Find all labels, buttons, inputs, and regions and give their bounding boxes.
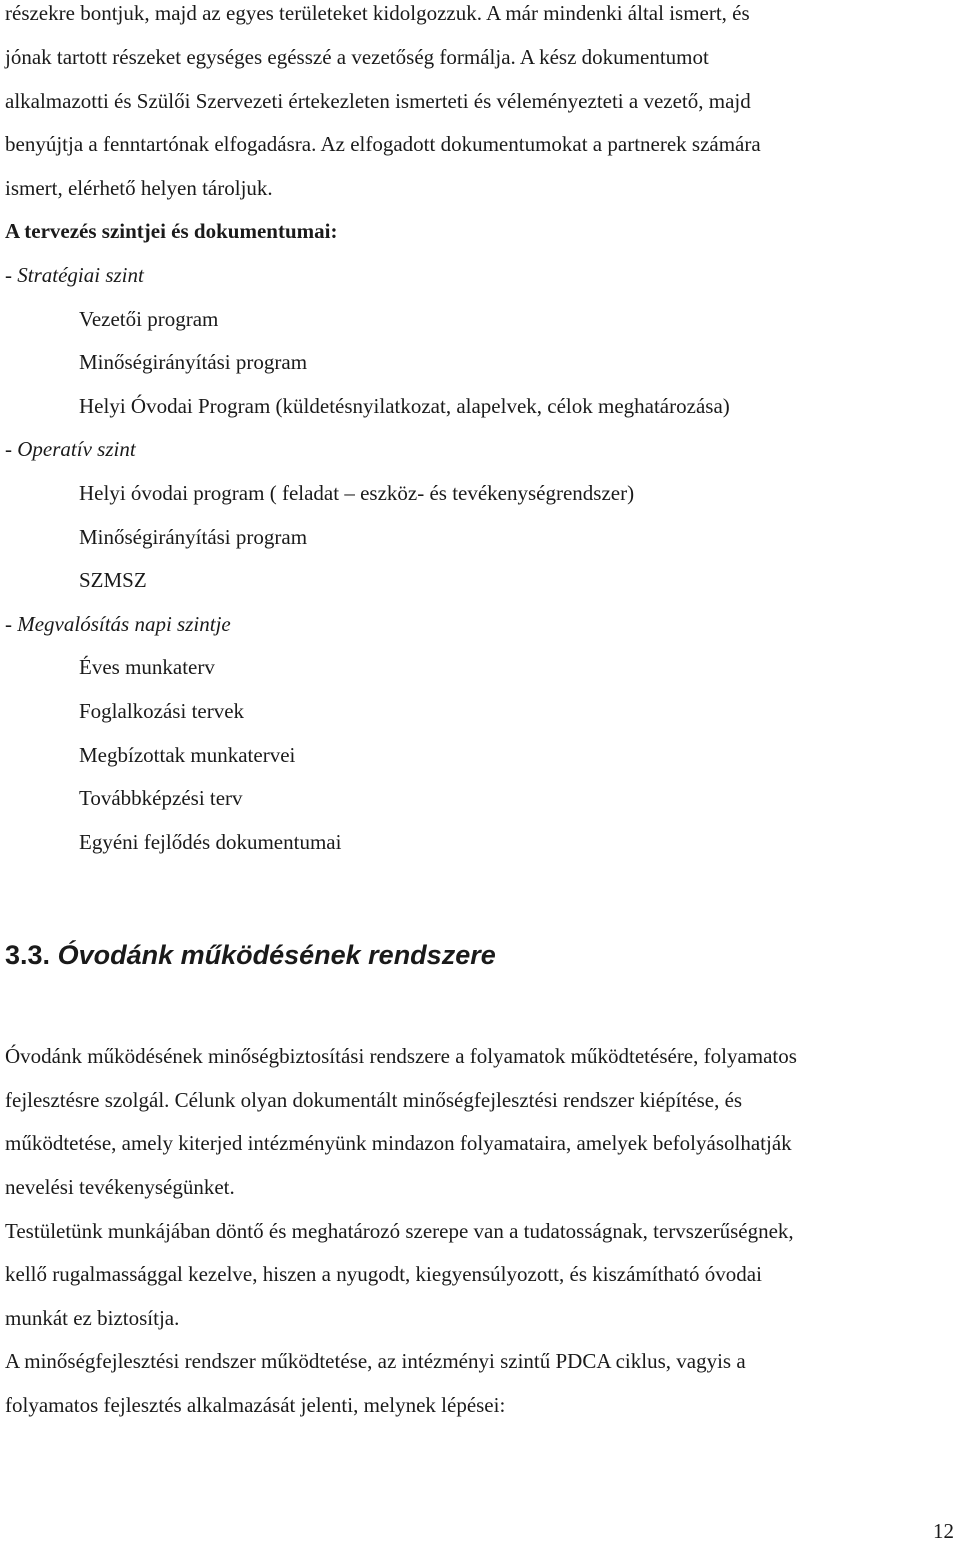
level-item: Egyéni fejlődés dokumentumai: [79, 830, 342, 854]
intro-line: benyújtja a fenntartónak elfogadásra. Az elfogadott dokumentumokat a partnerek számára: [5, 132, 761, 156]
section-heading: [5, 939, 496, 971]
paragraph-line: folyamatos fejlesztés alkalmazását jelenti, melynek lépései:: [5, 1393, 506, 1417]
level-label-operative: - Operatív szint: [5, 437, 136, 461]
level-item: Helyi Óvodai Program (küldetésnyilatkozat, alapelvek, célok meghatározása): [79, 394, 730, 418]
paragraph-line: munkát ez biztosítja.: [5, 1306, 180, 1330]
level-item: Vezetői program: [79, 307, 219, 331]
level-item: Megbízottak munkatervei: [79, 743, 296, 767]
section-number: 3.3.: [5, 940, 51, 970]
level-label-daily: - Megvalósítás napi szintje: [5, 612, 231, 636]
paragraph-line: fejlesztésre szolgál. Célunk olyan dokumentált minőségfejlesztési rendszer kiépítése, és: [5, 1088, 743, 1112]
intro-line: jónak tartott részeket egységes egésszé a vezetőség formálja. A kész dokumentumot: [5, 45, 709, 69]
level-item: Helyi óvodai program ( feladat – eszköz- és tevékenységrendszer): [79, 481, 635, 505]
paragraph-line: kellő rugalmassággal kezelve, hiszen a nyugodt, kiegyensúlyozott, és kiszámítható óvodai: [5, 1262, 762, 1286]
section-title: Óvodánk működésének rendszere: [57, 940, 496, 970]
paragraph-line: nevelési tevékenységünket.: [5, 1175, 235, 1199]
level-item: Éves munkaterv: [79, 655, 215, 679]
paragraph-line: Testületünk munkájában döntő és meghatározó szerepe van a tudatosságnak, tervszerűségnek,: [5, 1219, 794, 1243]
intro-line: részekre bontjuk, majd az egyes területeket kidolgozzuk. A már mindenki által ismert, és: [5, 1, 750, 25]
level-item: Továbbképzési terv: [79, 786, 243, 810]
intro-line: ismert, elérhető helyen tároljuk.: [5, 176, 273, 200]
level-item: Foglalkozási tervek: [79, 699, 245, 723]
level-item: Minőségirányítási program: [79, 350, 308, 374]
paragraph-line: A minőségfejlesztési rendszer működtetése, az intézményi szintű PDCA ciklus, vagyis a: [5, 1349, 746, 1373]
intro-line: alkalmazotti és Szülői Szervezeti értekezleten ismerteti és véleményezteti a vezető, majd: [5, 89, 751, 113]
level-item: Minőségirányítási program: [79, 525, 308, 549]
paragraph-line: Óvodánk működésének minőségbiztosítási rendszere a folyamatok működtetésére, folyamatos: [5, 1044, 797, 1068]
level-item: SZMSZ: [79, 568, 147, 592]
planning-title: A tervezés szintjei és dokumentumai:: [5, 219, 338, 243]
paragraph-line: működtetése, amely kiterjed intézményünk mindazon folyamataira, amelyek befolyásolhatják: [5, 1131, 792, 1155]
page-number: 12: [933, 1519, 954, 1543]
level-label-strategic: - Stratégiai szint: [5, 263, 144, 287]
